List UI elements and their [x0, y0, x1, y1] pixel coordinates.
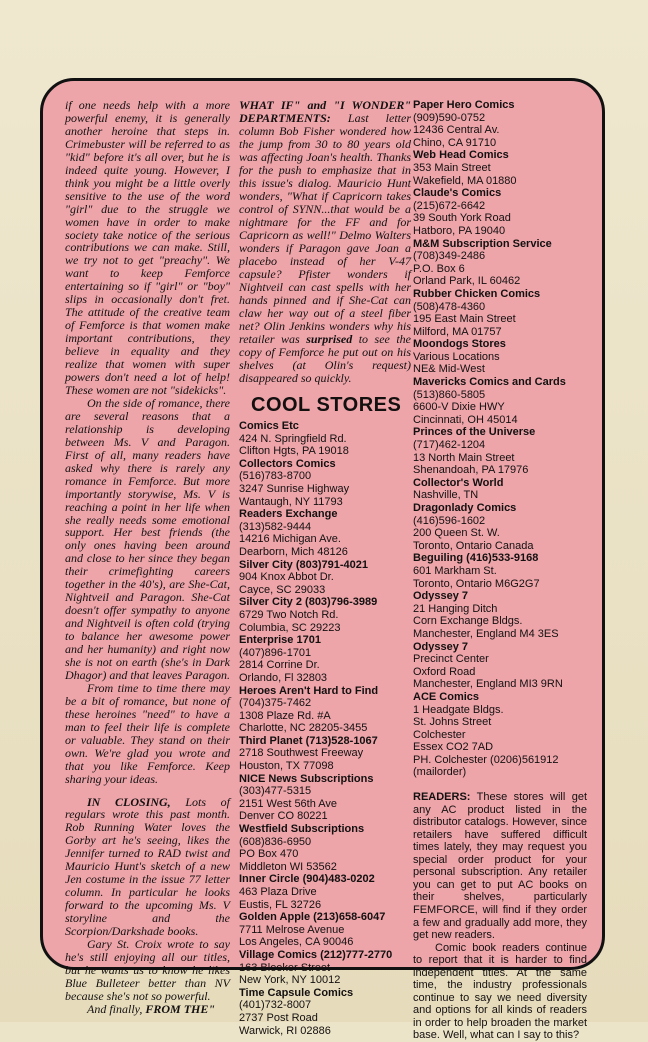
- store-address-line: (704)375-7462: [239, 697, 312, 710]
- store-address-line: 6729 Two Notch Rd.: [239, 608, 339, 621]
- store-address-line: Various Locations: [413, 350, 500, 363]
- store-address-line: (508)478-4360: [413, 300, 486, 313]
- store-address-line: Columbia, SC 29223: [239, 621, 341, 634]
- store-entry: [239, 685, 411, 735]
- store-entry: [239, 823, 411, 873]
- store-address-line: (608)836-6950: [239, 835, 312, 848]
- store-address-line: Cincinnati, OH 45014: [413, 413, 518, 426]
- readers-text: These stores will get any AC product listed in the distributor catalogs. However, since retailers have suffered difficult times lately, they may request you special order product for your personal subscription. Any retailer you can get to put AC books on their shelves, particularly FEMFORCE, will find if they order a few and gradually add more, they get new readers.: [413, 791, 588, 942]
- store-name: Third Planet (713)528-1067: [239, 734, 378, 747]
- store-entry: [413, 552, 587, 590]
- store-entry: [413, 641, 587, 691]
- store-name: Mavericks Comics and Cards: [413, 376, 566, 389]
- store-address-line: 13 North Main Street: [413, 451, 515, 464]
- store-address-line: 200 Queen St. W.: [413, 527, 500, 540]
- store-address-line: (401)732-8007: [239, 999, 312, 1012]
- and-finally-text: And finally,: [87, 1001, 143, 1016]
- store-address-line: Eustis, FL 32726: [239, 898, 322, 911]
- store-name: ACE Comics: [413, 690, 480, 703]
- store-address-line: Wakefield, MA 01880: [413, 174, 517, 187]
- store-address-line: Precinct Center: [413, 653, 489, 666]
- in-closing-paragraph: [65, 796, 230, 938]
- store-address-line: P.O. Box 6: [413, 262, 465, 275]
- store-entry: [239, 559, 411, 597]
- store-entry: [239, 634, 411, 684]
- store-address-line: New York, NY 10012: [239, 974, 341, 987]
- store-address-line: Clifton Hgts, PA 19018: [239, 445, 349, 458]
- store-address-line: 2151 West 56th Ave: [239, 797, 338, 810]
- store-address-line: NE& Mid-West: [413, 363, 485, 376]
- store-address-line: 2814 Corrine Dr.: [239, 659, 320, 672]
- store-address-line: 353 Main Street: [413, 161, 491, 174]
- letter-reply-paragraph: From time to time there may be a bit of romance, but none of these heroines "need" to have a man to feel their life is complete or valuable. They stand on their own. We're glad you wrote and that you like Femforce. Keep sharing your ideas.: [65, 680, 230, 786]
- store-address-line: Nashville, TN: [413, 489, 479, 502]
- store-name: Westfield Subscriptions: [239, 823, 365, 836]
- what-if-text-a: Last letter column Bob Fisher wondered how the jump from 30 to 80 years old was affecting Joan's health. Thanks for the push to emphasize that in this issue's dialog. Mauricio Hunt wonders, "What if Capricorn takes control of SYNN...that would be a nightmare for the FF and for Capricorn as well!" Delmo Walters wonders if Paragon gave Joan a placebo instead of her V-47 capsule? Pfister wonders if Nightveil can cast spells with her hands pinned and if She-Cat can claw her way out of a steel fiber net? Olin Jenkins wonders why his retailer was: [239, 111, 411, 346]
- store-entry: [413, 590, 587, 640]
- store-address-line: 1 Headgate Bldgs.: [413, 703, 504, 716]
- readers-label: READERS:: [413, 791, 471, 804]
- store-entry: [413, 149, 587, 187]
- store-entry: [239, 735, 411, 773]
- store-entry: [413, 477, 587, 502]
- what-if-text-b: to see the copy of Femforce he put out on his shelves (at Olin's request) disappeared so quickly.: [239, 332, 411, 385]
- letters-panel: [40, 78, 605, 1042]
- store-address-line: Orlando, Fl 32803: [239, 671, 328, 684]
- store-name: Odyssey 7: [413, 590, 469, 603]
- what-if-paragraph: [239, 99, 411, 385]
- store-address-line: Cayce, SC 29033: [239, 583, 326, 596]
- store-address-line: Essex CO2 7AD: [413, 741, 494, 754]
- store-name: Collectors Comics: [239, 457, 336, 470]
- store-name: M&M Subscription Service: [413, 237, 552, 250]
- what-if-heading: WHAT IF" and "I WONDER" DEPARTMENTS:: [239, 98, 411, 125]
- store-entry: [413, 502, 587, 552]
- store-entry: [239, 596, 411, 634]
- letter-reply-paragraph: Gary St. Croix wrote to say he's still enjoying all our titles, but he wants us to know he likes Blue Bulleteer better than NV because she's not so powerful.: [65, 937, 230, 1003]
- store-address-line: 14216 Michigan Ave.: [239, 533, 341, 546]
- store-entry: [413, 338, 587, 376]
- readers-paragraph: [413, 791, 587, 942]
- store-name: Odyssey 7: [413, 640, 469, 653]
- store-name: Beguiling (416)533-9168: [413, 552, 539, 565]
- store-address-line: (215)672-6642: [413, 199, 486, 212]
- store-address-line: Houston, TX 77098: [239, 760, 334, 773]
- store-entry: [239, 420, 411, 458]
- store-address-line: 424 N. Springfield Rd.: [239, 432, 347, 445]
- store-address-line: (416)596-1602: [413, 514, 486, 527]
- store-address-line: 195 East Main Street: [413, 313, 516, 326]
- store-entry: [239, 911, 411, 949]
- store-name: Heroes Aren't Hard to Find: [239, 684, 379, 697]
- store-address-line: 12436 Central Av.: [413, 124, 500, 137]
- store-entry: [413, 426, 587, 476]
- store-list-column-3: [413, 99, 587, 779]
- store-name: Golden Apple (213)658-6047: [239, 911, 386, 924]
- store-entry: [239, 873, 411, 911]
- store-address-line: 601 Markham St.: [413, 564, 497, 577]
- store-address-line: Toronto, Ontario Canada: [413, 539, 534, 552]
- store-address-line: Orland Park, IL 60462: [413, 275, 521, 288]
- store-name: Claude's Comics: [413, 187, 502, 200]
- store-address-line: 2718 Southwest Freeway: [239, 747, 364, 760]
- store-entry: [239, 508, 411, 558]
- store-address-line: Colchester: [413, 728, 466, 741]
- store-address-line: (407)896-1701: [239, 646, 312, 659]
- letters-column-1: [65, 99, 230, 1016]
- store-address-line: Shenandoah, PA 17976: [413, 464, 529, 477]
- store-address-line: 904 Knox Abbot Dr.: [239, 571, 334, 584]
- store-name: Web Head Comics: [413, 149, 509, 162]
- store-address-line: 463 Plaza Drive: [239, 886, 317, 899]
- store-entry: [413, 691, 587, 779]
- store-address-line: 39 South York Road: [413, 212, 511, 225]
- store-name: Enterprise 1701: [239, 634, 321, 647]
- store-entry: [413, 238, 587, 288]
- store-name: NICE News Subscriptions: [239, 772, 374, 785]
- store-address-line: Manchester, England M4 3ES: [413, 627, 559, 640]
- store-name: Time Capsule Comics: [239, 986, 354, 999]
- store-name: Comics Etc: [239, 420, 299, 433]
- readers-paragraph-2: Comic book readers continue to report that it is harder to find independent titles. At the same time, the industry professionals continue to say we need diversity and options for all kinds of readers in order to help broaden the market base. Well, what can I say to this?: [413, 941, 587, 1042]
- store-address-line: 1308 Plaze Rd. #A: [239, 709, 331, 722]
- store-entry: [239, 458, 411, 508]
- store-address-line: Wantaugh, NY 11793: [239, 495, 343, 508]
- store-entry: [239, 949, 411, 987]
- cool-stores-title: COOL STORES: [251, 394, 402, 416]
- in-closing-label: IN CLOSING,: [87, 794, 171, 809]
- store-name: Paper Hero Comics: [413, 99, 515, 111]
- store-address-line: Corn Exchange Bldgs.: [413, 615, 523, 628]
- letter-reply-paragraph: if one needs help with a more powerful enemy, it is generally another heroine that steps in. Crimebuster will be referred to as "kid" before it's all over, but he is indeed quite young. However, I think you might be a little overly sensitive to the use of the word "girl" due to the struggle we women have in order to make society take notice of the serious contributions we can make. Still, we try not to get "preachy". We want to keep Femforce entertaining so if "girl" or "boy" slips in occasionally don't fret. The attitude of the creative team of Femforce is that women make important contributions, they believe in equality and they realize that women with super powers don't need a lot of help! These women are not "sidekicks".: [65, 98, 230, 397]
- store-address-line: (mailorder): [413, 766, 467, 779]
- store-entry: [239, 773, 411, 823]
- store-address-line: PO Box 470: [239, 848, 299, 861]
- store-name: Readers Exchange: [239, 508, 338, 521]
- store-address-line: Los Angeles, CA 90046: [239, 936, 354, 949]
- from-the-label: FROM THE": [145, 1001, 216, 1016]
- store-name: Rubber Chicken Comics: [413, 287, 541, 300]
- store-address-line: 2737 Post Road: [239, 1011, 318, 1024]
- store-address-line: Milford, MA 01757: [413, 325, 502, 338]
- store-address-line: (516)783-8700: [239, 470, 312, 483]
- store-address-line: 7711 Melrose Avenue: [239, 923, 345, 936]
- store-name: Collector's World: [413, 476, 504, 489]
- store-address-line: Charlotte, NC 28205-3455: [239, 722, 368, 735]
- store-name: Dragonlady Comics: [413, 502, 517, 514]
- store-address-line: Dearborn, Mich 48126: [239, 545, 348, 558]
- store-address-line: Denver CO 80221: [239, 810, 328, 823]
- store-name: Inner Circle (904)483-0202: [239, 873, 375, 886]
- letters-column-3: [413, 99, 587, 1042]
- store-address-line: (909)590-0752: [413, 111, 486, 124]
- store-address-line: 6600-V Dixie HWY: [413, 401, 505, 414]
- surprised-word: surprised: [306, 332, 353, 346]
- store-address-line: PH. Colchester (0206)561912: [413, 753, 559, 766]
- store-address-line: Manchester, England MI3 9RN: [413, 678, 563, 691]
- store-address-line: (303)477-5315: [239, 785, 312, 798]
- store-name: Silver City 2 (803)796-3989: [239, 596, 378, 609]
- store-name: Moondogs Stores: [413, 338, 506, 351]
- store-entry: [413, 187, 587, 237]
- store-address-line: St. Johns Street: [413, 716, 492, 729]
- store-address-line: Oxford Road: [413, 665, 476, 678]
- store-address-line: Chino, CA 91710: [413, 136, 497, 149]
- store-address-line: (708)349-2486: [413, 250, 486, 263]
- store-name: Princes of the Universe: [413, 426, 536, 439]
- store-address-line: (513)860-5805: [413, 388, 486, 401]
- store-address-line: Toronto, Ontario M6G2G7: [413, 577, 540, 590]
- letters-column-2: [239, 99, 411, 1037]
- store-list-column-2: [239, 420, 411, 1037]
- store-address-line: Middleton WI 53562: [239, 860, 337, 873]
- store-entry: [239, 987, 411, 1037]
- store-address-line: 163 Bleeker Street: [239, 961, 331, 974]
- store-entry: [413, 288, 587, 338]
- letter-reply-paragraph: On the side of romance, there are several reasons that a relationship is developing between Ms. V and Paragon. First of all, many readers have asked why there is rarely any romance in Femforce. But more importantly storywise, Ms. V is reaching a point in her life when she really needs some emotional support. Her best friends (the only ones having been around and close to her since they began their crimefighting careers together in the 40's), are She-Cat, Nightveil and Paragon. She-Cat doesn't offer sympathy to anyone and Nightveil is often cold (trying to balance her awesome power and her humanity) and right now she is not on earth (she's in Dark Dhagor) and that leaves Paragon.: [65, 395, 230, 682]
- store-address-line: (717)462-1204: [413, 439, 486, 452]
- in-closing-text: Lots of regulars wrote this past month. Rob Running Water loves the Gorby art he's seeing, likes the Jennifer turned to RAD twist and Mauricio Hunt's sketch of a new Jen costume in the issue 77 letter column. In particular he looks forward to the upcoming Ms. V storyline and the Scorpion/Darkshade books.: [65, 794, 230, 939]
- store-address-line: Warwick, RI 02886: [239, 1024, 331, 1037]
- store-address-line: Hatboro, PA 19040: [413, 224, 506, 237]
- store-address-line: (313)582-9444: [239, 520, 312, 533]
- store-entry: [413, 376, 587, 426]
- store-name: Village Comics (212)777-2770: [239, 948, 393, 961]
- store-address-line: 3247 Sunrise Highway: [239, 483, 350, 496]
- final-paragraph: [65, 1003, 230, 1016]
- store-name: Silver City (803)791-4021: [239, 558, 369, 571]
- store-entry: [413, 99, 587, 149]
- store-address-line: 21 Hanging Ditch: [413, 602, 498, 615]
